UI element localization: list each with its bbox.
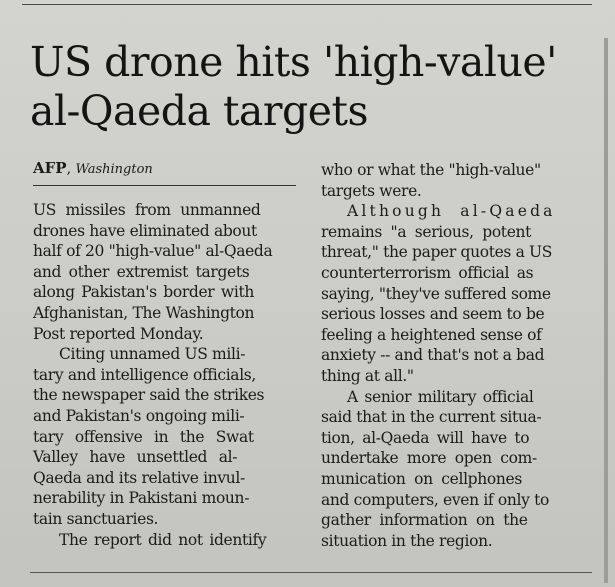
right-col-line: who or what the "high-value"	[321, 161, 541, 179]
right-col-line: Although al-Qaeda	[347, 202, 556, 221]
left-col-line: and Pakistan's ongoing mili-	[33, 406, 245, 425]
left-col-line: half of 20 "high-value" al-Qaeda	[33, 242, 273, 261]
left-col-line: Afghanistan, The Washington	[33, 303, 255, 322]
right-col-line: A senior military official	[347, 387, 534, 406]
right-col-line: tion, al-Qaeda will have to	[321, 428, 530, 447]
right-col-line: serious losses and seem to be	[321, 305, 545, 324]
left-col-line: US missiles from unmanned	[33, 201, 261, 219]
right-col-line: threat," the paper quotes a US	[321, 243, 553, 262]
right-col-line: and computers, even if only to	[321, 490, 549, 509]
left-col-line: Valley have unsettled al-	[33, 448, 238, 467]
right-col-line: saying, "they've suffered some	[321, 284, 551, 303]
left-col-line: the newspaper said the strikes	[33, 386, 265, 405]
adjacent-column-edge	[604, 38, 608, 583]
right-col-line: feeling a heightened sense of	[321, 325, 542, 344]
right-col-line: said that in the current situa-	[321, 408, 542, 427]
left-column	[33, 200, 297, 550]
byline-rule	[33, 185, 296, 186]
left-col-line: tary and intelligence officials,	[33, 365, 256, 384]
headline	[30, 38, 590, 136]
left-col-line: drones have eliminated about	[33, 221, 257, 240]
right-col-line: munication on cellphones	[321, 469, 522, 488]
left-col-line: Citing unnamed US mili-	[59, 345, 246, 364]
right-col-line: targets were.	[321, 181, 422, 200]
left-col-line: along Pakistan's border with	[33, 283, 254, 302]
byline-location: Washington	[75, 162, 153, 177]
right-col-line: anxiety -- and that's not a bad	[321, 346, 545, 365]
byline-agency: AFP	[33, 159, 67, 177]
left-col-line: The report did not identify	[59, 530, 267, 549]
right-col-line: counterterrorism official as	[321, 263, 534, 282]
byline-separator: ,	[66, 161, 76, 177]
right-col-line: gather information on the	[321, 511, 528, 530]
left-col-line: Qaeda and its relative invul-	[33, 468, 245, 487]
right-col-line: situation in the region.	[321, 531, 493, 550]
right-col-line: undertake more open com-	[321, 449, 537, 468]
top-rule	[22, 4, 592, 5]
left-col-line: tain sanctuaries.	[33, 509, 159, 528]
left-col-line: and other extremist targets	[33, 262, 250, 281]
right-column	[321, 160, 589, 551]
right-col-line: thing at all."	[321, 366, 414, 385]
left-col-line: Post reported Monday.	[33, 324, 204, 343]
left-col-line: nerability in Pakistani moun-	[33, 489, 250, 508]
right-col-line: remains "a serious, potent	[321, 222, 532, 241]
headline-line-1: US drone hits 'high-value'	[30, 38, 557, 86]
bottom-rule	[30, 572, 592, 573]
left-col-line: tary offensive in the Swat	[33, 427, 254, 446]
headline-line-2: al-Qaeda targets	[30, 87, 368, 135]
byline	[33, 158, 153, 180]
